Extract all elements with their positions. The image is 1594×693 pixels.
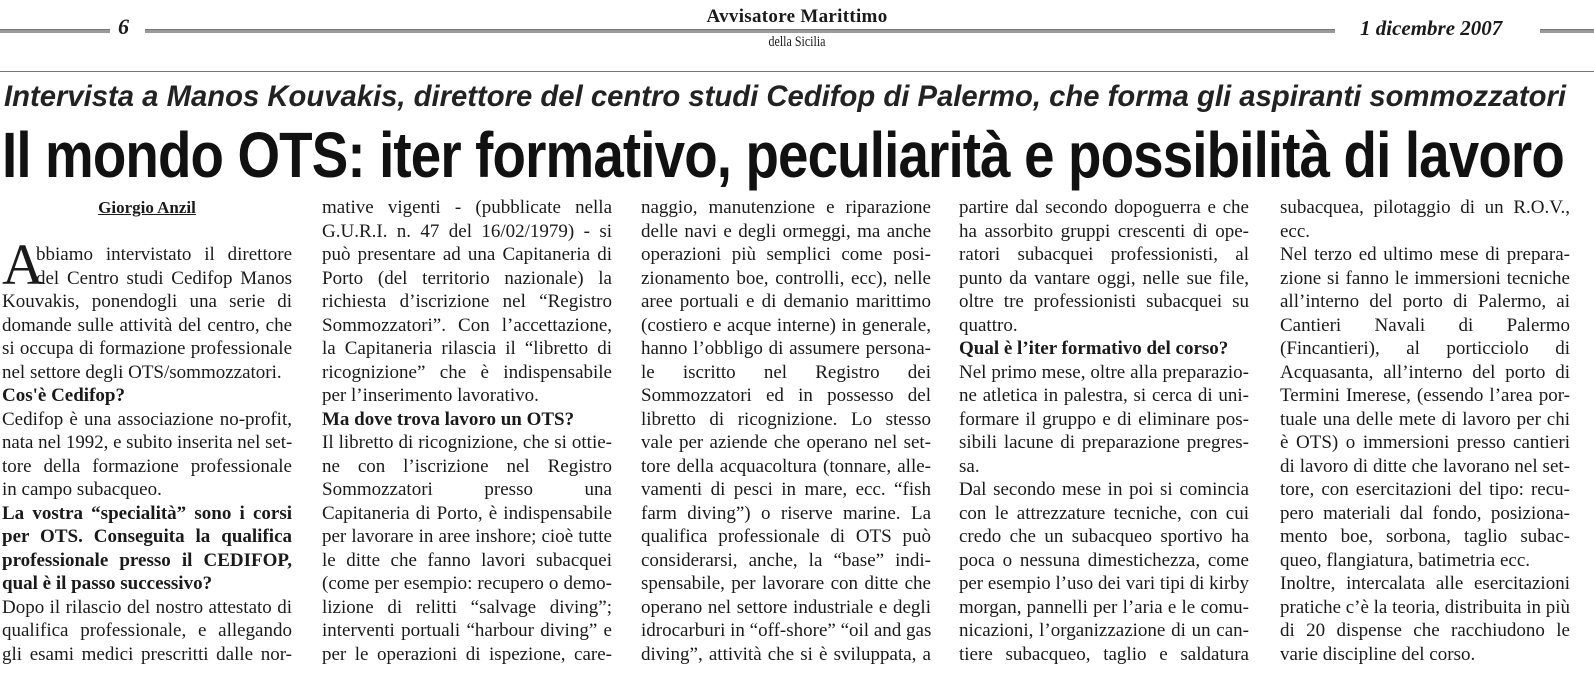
text-line: ne con l’iscrizione nel Registro <box>322 455 612 477</box>
text-line: Sommozzatori ed in possesso del <box>641 385 931 406</box>
text-line: si occupa di formazione professionale <box>2 338 292 359</box>
text-line: queo, flangiatura, batimetria ecc. <box>1280 549 1531 571</box>
text-line: per esempio l’uso dei vari tipi di kirby <box>959 573 1249 594</box>
text-line: quattro. <box>959 314 1018 336</box>
text-line <box>2 220 292 244</box>
text-line: con le attrezzature tecniche, con cui <box>959 502 1249 524</box>
text-line: vamenti di pesci in mare, ecc. “fish <box>641 479 931 500</box>
article-headline: Il mondo OTS: iter formativo, peculiarità e possibilità di lavoro <box>2 119 1564 191</box>
question-line: qual è il passo successivo? <box>2 573 213 594</box>
text-line: zionamento boe, controlli, ecc), nelle <box>641 267 931 289</box>
text-line: ecc. <box>1280 220 1311 242</box>
text-line: per le operazioni di ispezione, care- <box>322 643 612 665</box>
text-line: mative vigenti - (pubblicate nella <box>322 197 612 218</box>
question-line: Cos'è Cedifop? <box>2 385 125 406</box>
text-line: ne atletica in palestra, si cerca di uni- <box>959 385 1249 406</box>
text-line: Nel primo mese, oltre alla preparazio- <box>959 361 1249 383</box>
text-line: qualifica professionale, e allegando <box>2 620 292 641</box>
column-3 <box>641 196 931 666</box>
issue-date: 1 dicembre 2007 <box>1360 16 1503 40</box>
text-line: nata nel 1992, e subito inserita nel set- <box>2 432 293 453</box>
text-line: domande sulle attività del centro, che <box>2 314 292 336</box>
text-line: mento boe, sorbona, taglio subac- <box>1280 526 1570 547</box>
text-line: tore della acquacoltura (tonnare, alle- <box>641 455 931 477</box>
text-line: (come per esempio: recupero o demo- <box>322 573 612 594</box>
text-line: Cedifop è una associazione no-profit, <box>2 408 292 430</box>
text-line: bbiamo intervistato il direttore <box>36 244 292 265</box>
text-line: ha assorbito gruppi crescenti di ope- <box>959 220 1249 242</box>
question-line: Qual è l’iter formativo del corso? <box>959 338 1229 359</box>
question-line: professionale presso il CEDIFOP, <box>2 549 292 571</box>
text-line: oltre tre professionisti subacquei su <box>959 291 1249 312</box>
text-line: morgan, pannelli per l’aria e le comu- <box>959 596 1249 618</box>
text-line: ricognizione” che è indispensabile <box>322 361 612 383</box>
text-line: del Centro studi Cedifop Manos <box>36 267 292 289</box>
text-line: di lavoro di ditte che lavorano nel set- <box>1280 455 1570 477</box>
header-rule-right <box>1540 29 1594 33</box>
text-line: richiesta d’iscrizione nel “Registro <box>322 291 612 312</box>
text-line: Porto (del territorio nazionale) la <box>322 267 612 289</box>
text-line: lizione di relitti “salvage diving”; <box>322 596 612 618</box>
text-line: Termini Imerese, (essendo l’area por- <box>1280 385 1570 406</box>
article-kicker: Intervista a Manos Kouvakis, direttore del centro studi Cedifop di Palermo, che forma gli aspiranti sommozzatori <box>4 80 1567 113</box>
text-line: pratiche c’è la teoria, distribuita in più <box>1280 596 1570 618</box>
text-line: in campo subacqueo. <box>2 479 162 500</box>
text-line: subacquea, pilotaggio di un R.O.V., <box>1280 197 1570 218</box>
text-line: aree portuali e di demanio marittimo <box>641 291 931 312</box>
text-line: Sommozzatori”. Con l’accettazione, <box>322 314 612 336</box>
masthead-title: Avvisatore Marittimo <box>706 6 888 27</box>
masthead-subtitle: della Sicilia <box>768 34 826 50</box>
text-line: tore, con esercitazioni del tipo: recu- <box>1280 479 1570 500</box>
header-rule-left <box>0 29 110 33</box>
page-number: 6 <box>118 14 129 39</box>
text-line: interventi portuali “harbour diving” e <box>322 620 612 641</box>
column-1 <box>2 196 292 666</box>
text-line: (costiero e acque interne) in generale, <box>641 314 931 336</box>
text-line: le ditte che fanno lavori subacquei <box>322 549 612 571</box>
text-line: Cantieri Navali di Palermo <box>1280 314 1570 336</box>
text-line: sibili lacune di preparazione pregres- <box>959 432 1249 453</box>
text-line: tuale una delle mete di lavoro per chi <box>1280 408 1570 430</box>
text-line: Capitaneria di Porto, è indispensabile <box>322 502 612 524</box>
column-5 <box>1280 196 1570 666</box>
text-line: punto da vantare oggi, nelle sue file, <box>959 267 1249 289</box>
text-line: G.U.R.I. n. 47 del 16/02/1979) - si <box>322 220 612 242</box>
text-line: farm diving”) o riserve marine. La <box>641 502 931 524</box>
text-line: varie discipline del corso. <box>1280 643 1476 665</box>
text-line: formare il gruppo e di eliminare pos- <box>959 408 1249 430</box>
text-line: (Fincantieri), al porticciolo di <box>1280 338 1570 359</box>
text-line: è OTS) o immersioni presso cantieri <box>1280 432 1570 453</box>
text-line: di 20 dispense che racchiudono le <box>1280 620 1570 641</box>
text-line: considerarsi, anche, la “base” indi- <box>641 549 931 571</box>
question-line: Ma dove trova lavoro un OTS? <box>322 408 575 430</box>
text-line: Sommozzatori presso una <box>322 479 612 500</box>
text-line: Dopo il rilascio del nostro attestato di <box>2 596 292 618</box>
text-line: zione si fanno le immersioni tecniche <box>1280 267 1570 289</box>
text-line: vale per aziende che operano nel set- <box>641 432 931 453</box>
text-line: credo che un subacqueo sportivo ha <box>959 526 1249 547</box>
header-divider <box>0 71 1594 72</box>
text-line: Inoltre, intercalata alle esercitazioni <box>1280 573 1570 594</box>
text-line: le iscritto nel Registro dei <box>641 361 931 383</box>
text-line: libretto di ricognizione. Lo stesso <box>641 408 931 430</box>
text-line: sa. <box>959 455 980 477</box>
text-line: tore della formazione professionale <box>2 455 292 477</box>
text-line: nicazioni, l’organizzazione di un can- <box>959 620 1249 641</box>
text-line: diving”, attività che si è sviluppata, a <box>641 643 931 665</box>
text-line: partire dal secondo dopoguerra e che <box>959 197 1249 218</box>
text-line: gli esami medici prescritti dalle nor- <box>2 643 292 665</box>
text-line: tiere subacqueo, taglio e saldatura <box>959 643 1249 665</box>
text-line: Acquasanta, all’interno del porto di <box>1280 361 1570 383</box>
column-4 <box>959 196 1249 666</box>
text-line: operano nel settore industriale e degli <box>641 596 931 618</box>
text-line: la Capitaneria rilascia il “libretto di <box>322 338 612 359</box>
question-line: La vostra “specialità” sono i corsi <box>2 502 292 524</box>
header-rule-middle <box>145 29 1335 33</box>
text-line: poca o nessuna dimestichezza, come <box>959 549 1249 571</box>
text-line: spensabile, per lavorare con ditte che <box>641 573 931 594</box>
text-line: hanno l’obbligo di assumere persona- <box>641 338 931 359</box>
text-line: Il libretto di ricognizione, che si ottie- <box>322 432 612 453</box>
text-line: naggio, manutenzione e riparazione <box>641 197 931 218</box>
text-line: nel settore degli OTS/sommozzatori. <box>2 361 282 383</box>
question-line: per OTS. Conseguita la qualifica <box>2 526 292 547</box>
text-line: Nel terzo ed ultimo mese di prepara- <box>1280 244 1570 265</box>
text-line: qualifica professionale di OTS può <box>641 526 931 547</box>
text-line: per lavorare in aree inshore; cioè tutte <box>322 526 612 547</box>
drop-cap: A <box>2 232 44 297</box>
text-line: operazioni più semplici come posi- <box>641 244 931 265</box>
column-2 <box>322 196 612 666</box>
text-line: per l’inserimento lavorativo. <box>322 385 539 406</box>
text-line: all’interno del porto di Palermo, ai <box>1280 291 1570 312</box>
text-line: ratori subacquei professionisti, al <box>959 244 1249 265</box>
text-line: pero materiali dal fondo, posiziona- <box>1280 502 1570 524</box>
text-line: può presentare ad una Capitaneria di <box>322 244 612 265</box>
text-line: Kouvakis, ponendogli una serie di <box>2 291 292 312</box>
text-line: delle navi e degli ormeggi, ma anche <box>641 220 931 242</box>
text-line: Dal secondo mese in poi si comincia <box>959 479 1249 500</box>
byline: Giorgio Anzil <box>98 198 196 217</box>
text-line: idrocarburi in “off-shore” “oil and gas <box>641 620 932 641</box>
